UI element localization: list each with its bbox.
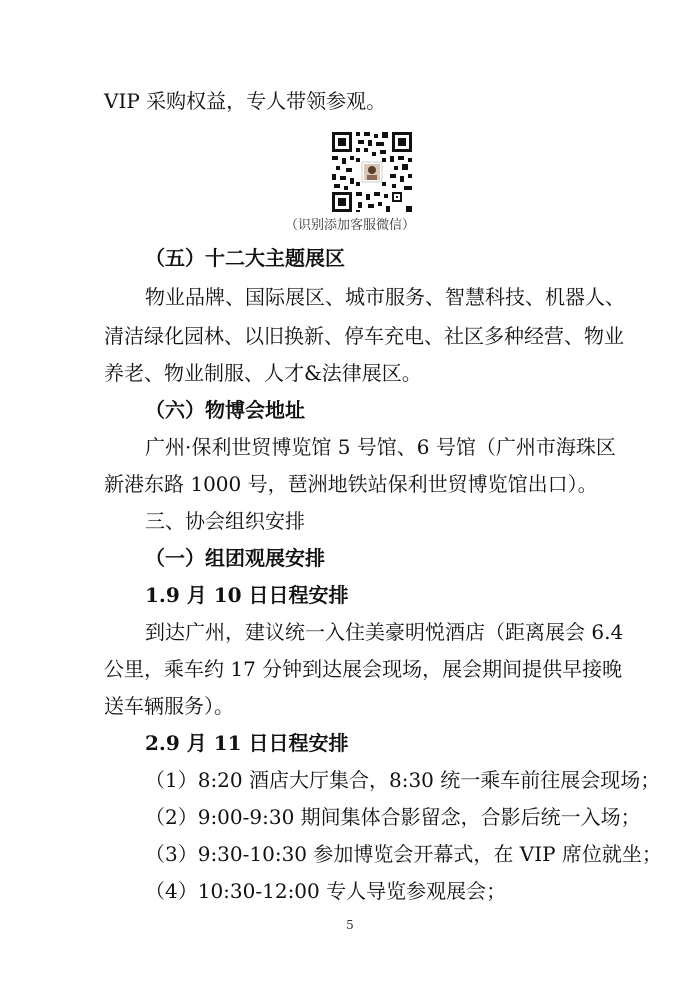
qr-code-icon — [330, 130, 414, 214]
body-text: 公里，乘车约 17 分钟到达展会现场，展会期间提供早接晚 — [104, 657, 623, 681]
section-heading: （六）物博会地址 — [145, 398, 305, 422]
schedule-item: （2）9:00-9:30 期间集体合影留念，合影后统一入场； — [145, 805, 641, 829]
body-text: 养老、物业制服、人才&法律展区。 — [104, 361, 422, 385]
qr-caption: （识别添加客服微信） — [284, 218, 415, 233]
schedule-item: （1）8:20 酒店大厅集合，8:30 统一乘车前往展会现场； — [145, 768, 661, 792]
body-text: 到达广州，建议统一入住美豪明悦酒店（距离展会 6.4 — [145, 620, 624, 644]
section-heading: （五）十二大主题展区 — [145, 246, 345, 270]
body-text: VIP 采购权益，专人带领参观。 — [104, 89, 387, 113]
page-number: 5 — [346, 918, 354, 932]
schedule-item: （4）10:30-12:00 专人导览参观展会； — [145, 879, 507, 903]
subsection-heading: 1.9 月 10 日日程安排 — [145, 583, 349, 607]
body-text: 清洁绿化园林、以旧换新、停车充电、社区多种经营、物业 — [104, 324, 624, 348]
section-heading: （一）组团观展安排 — [145, 546, 325, 570]
body-text: 送车辆服务）。 — [104, 694, 234, 718]
chapter-heading: 三、协会组织安排 — [145, 509, 305, 533]
schedule-item: （3）9:30-10:30 参加博览会开幕式，在 VIP 席位就坐； — [145, 842, 662, 866]
body-text: 物业品牌、国际展区、城市服务、智慧科技、机器人、 — [145, 285, 625, 309]
body-text: 新港东路 1000 号，琶洲地铁站保利世贸博览馆出口）。 — [104, 472, 598, 496]
body-text: 广州·保利世贸博览馆 5 号馆、6 号馆（广州市海珠区 — [145, 435, 616, 459]
subsection-heading: 2.9 月 11 日日程安排 — [145, 731, 349, 755]
